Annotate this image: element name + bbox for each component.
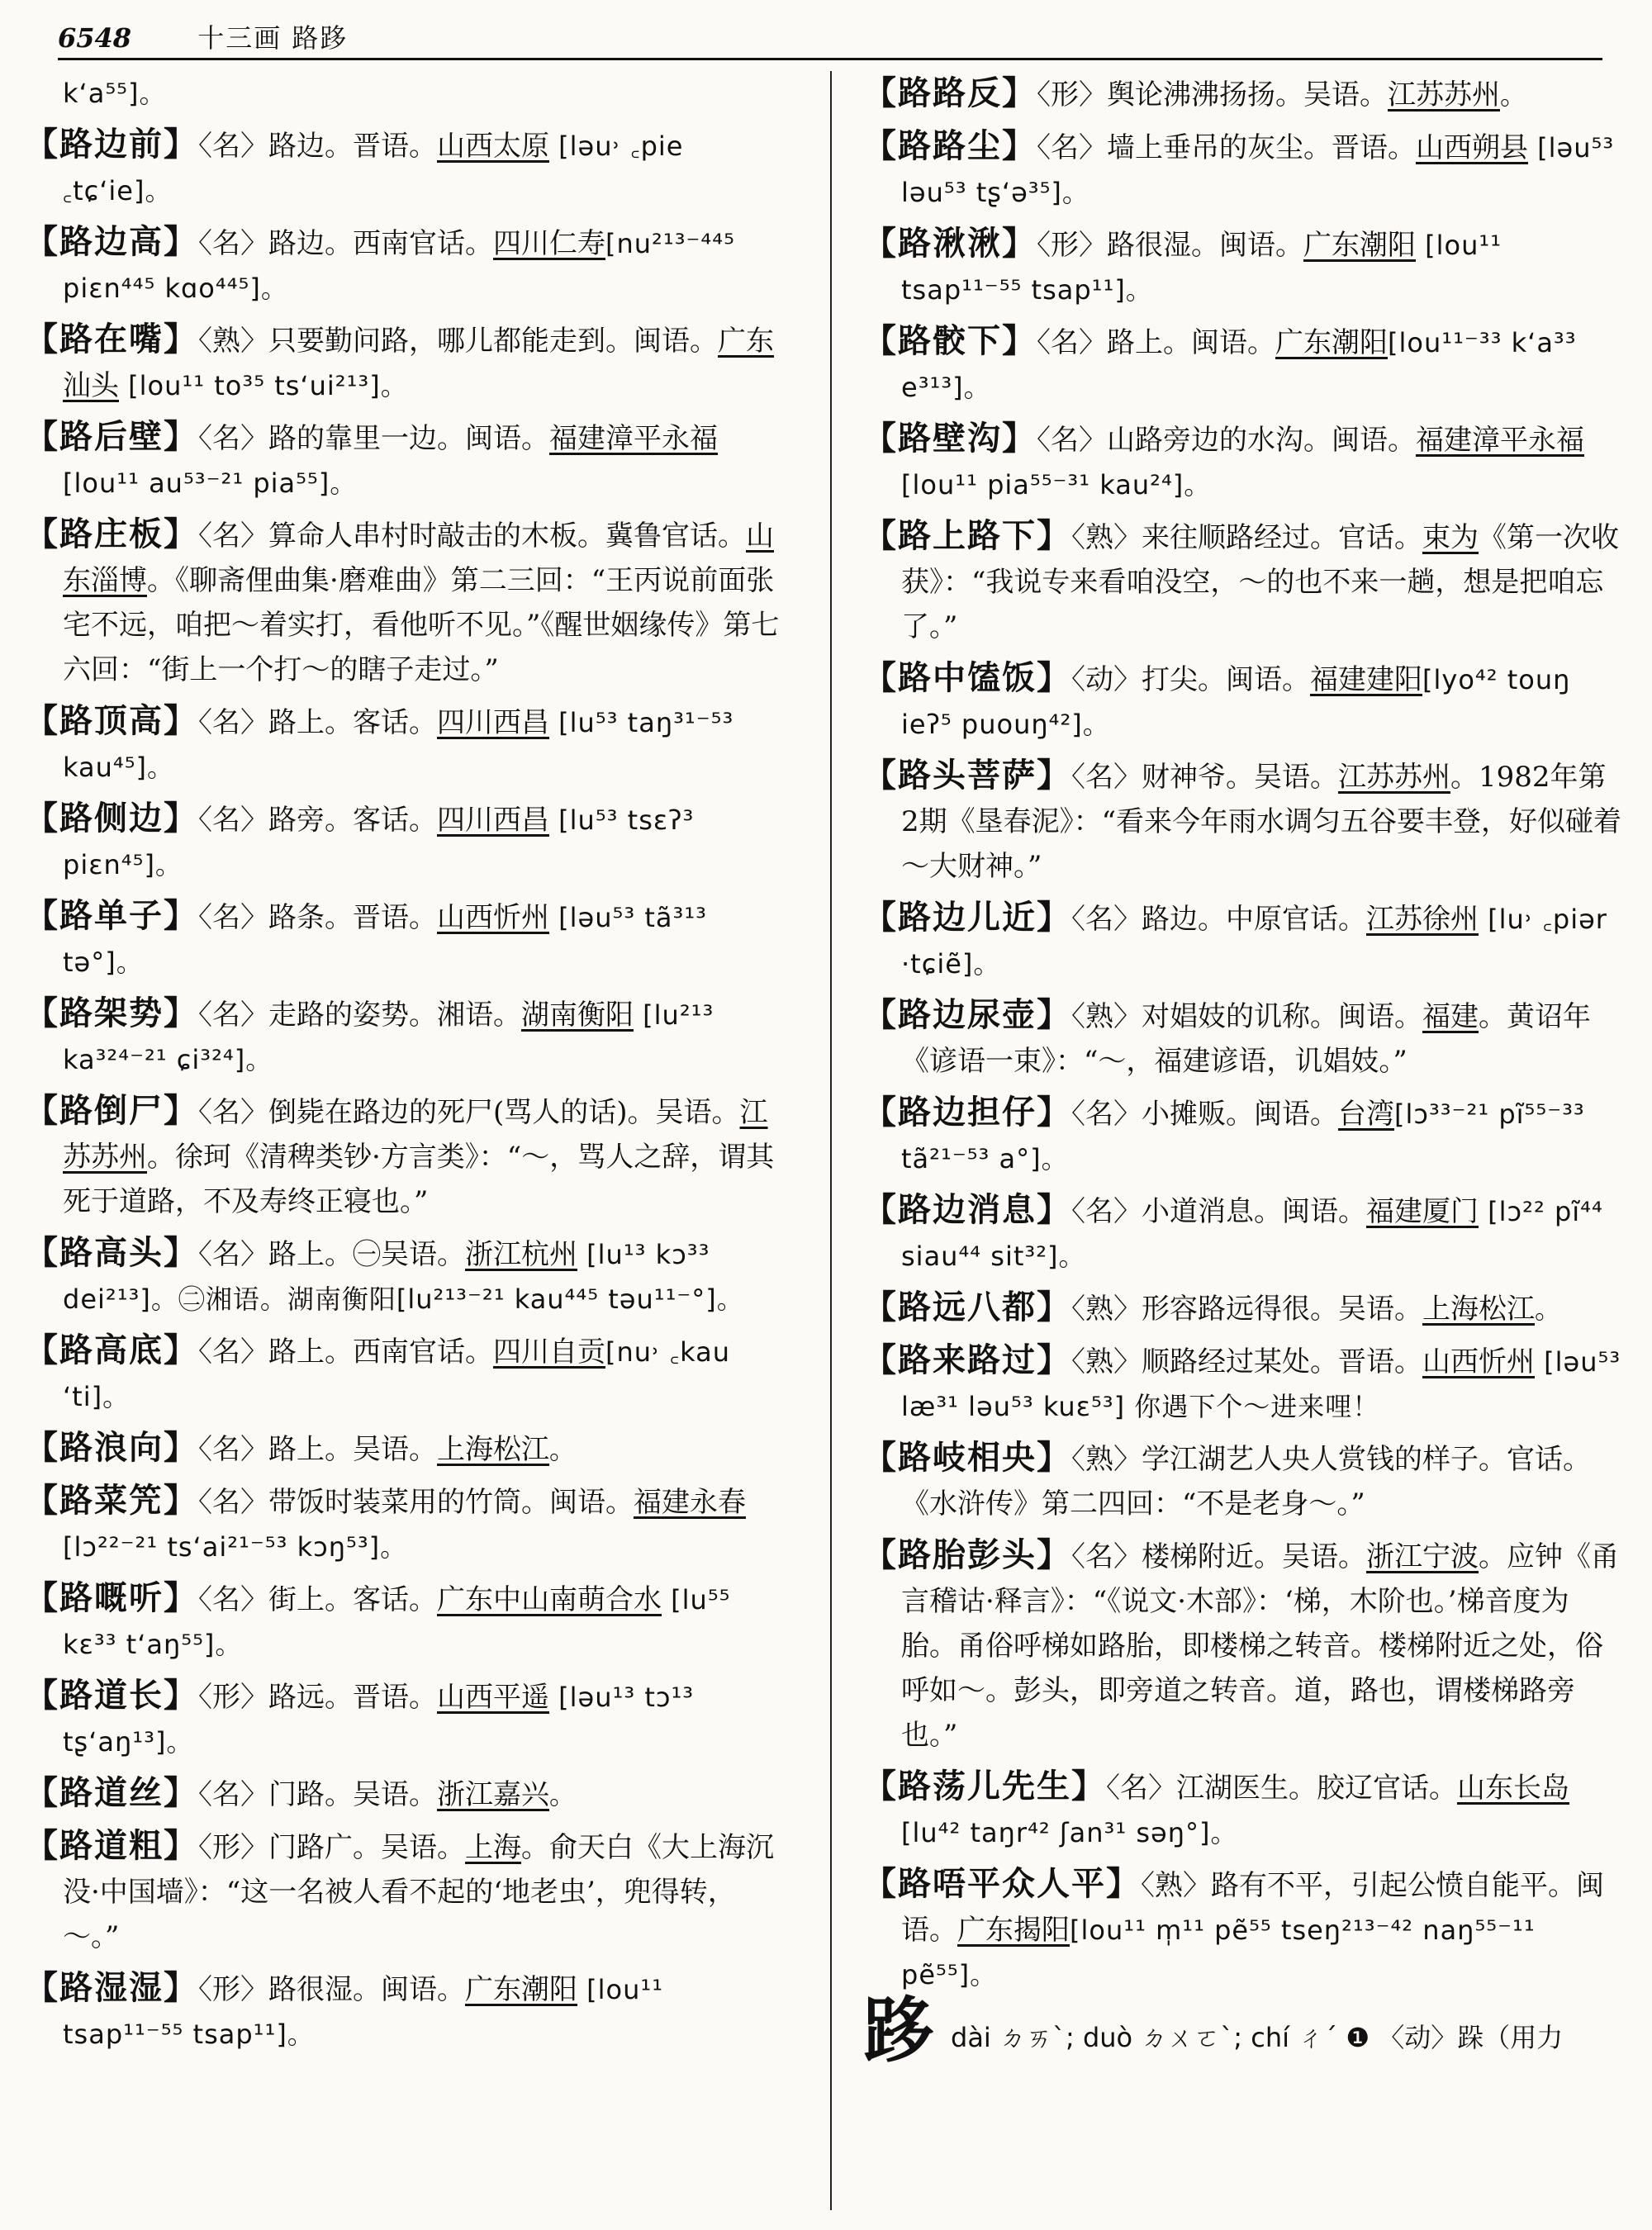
dictionary-entry (863, 1533, 1623, 1758)
dictionary-entry (25, 122, 785, 213)
entry-phonetic: [lyo⁴² touŋ ieʔ⁵ puouŋ⁴²]。 (901, 664, 1571, 740)
entry-definition: 〈名〉楼梯附近。吴语。 (1071, 1540, 1366, 1573)
entry-definition: 〈动〉打尖。闽语。 (1071, 663, 1310, 696)
entry-source: 江苏苏州 (1338, 761, 1450, 794)
entry-phonetic: [ləu¹³ tɔ¹³ tʂ‘aŋ¹³]。 (63, 1682, 695, 1758)
right-column (863, 71, 1623, 2210)
dictionary-entry (25, 1426, 785, 1472)
entry-phonetic: [lu⁵³ taŋ³¹⁻⁵³ kau⁴⁵]。 (63, 707, 734, 783)
entry-source: 浙江宁波 (1366, 1540, 1479, 1573)
entry-example: 。徐珂《清稗类钞·方言类》：“～，骂人之辞，谓其死于道路，不及寿终正寝也。” (63, 1141, 775, 1218)
entry-headword: 【路湫湫】 (863, 224, 1037, 263)
entry-definition: 〈名〉街上。客话。 (198, 1583, 437, 1616)
entry-source: 山东长岛 (1457, 1772, 1569, 1805)
entry-headword: 【路路尘】 (863, 126, 1037, 165)
entry-source: 福建建阳 (1310, 663, 1422, 696)
entry-source: 四川西昌 (437, 706, 549, 739)
entry-headword: 【路侧边】 (25, 799, 198, 837)
entry-example: 《第一次收获》：“我说专来看咱没空，～的也不来一趟，想是把咱忘了。” (901, 521, 1619, 643)
entry-source: 福建 (1422, 1000, 1479, 1033)
dictionary-entry (25, 699, 785, 790)
entry-headword: 【路道粗】 (25, 1826, 198, 1865)
entry-headword: 【路高头】 (25, 1233, 198, 1272)
entry-source: 山东淄博 (63, 520, 774, 597)
entry-definition: 〈熟〉来往顺路经过。官话。 (1071, 521, 1422, 554)
entry-headword: 【路唔平众人平】 (863, 1864, 1141, 1903)
phonetic: k‘a⁵⁵]。 (63, 78, 167, 109)
entry-definition: 〈名〉墙上垂吊的灰尘。晋语。 (1037, 131, 1416, 164)
entry-phonetic: [lɔ³³⁻²¹ pĩ⁵⁵⁻³³ tã²¹⁻⁵³ a°]。 (901, 1098, 1585, 1174)
entry-example: 。应钟《甬言稽诂·释言》：“《说文·木部》：‘梯，木阶也。’梯音度为胎。甬俗呼梯如路胎，即楼梯之转音。楼梯附近之处，俗呼如～。彭头，即旁道之转音。道，路也，谓楼梯路旁也。” (901, 1540, 1619, 1752)
entry-headword: 【路庄板】 (25, 515, 198, 553)
entry-definition: 〈名〉路上。西南官话。 (198, 1336, 493, 1369)
dictionary-entry (863, 319, 1623, 410)
entry-phonetic: [lou¹¹⁻³³ k‘a³³ e³¹³]。 (901, 327, 1577, 403)
entry-source: 上海松江 (437, 1433, 549, 1466)
entry-definition: 〈名〉路的靠里一边。闽语。 (198, 422, 549, 455)
entry-definition: 〈形〉舆论沸沸扬扬。吴语。 (1037, 78, 1388, 112)
character-entry (863, 1989, 1623, 2072)
entry-source: 四川西昌 (437, 804, 549, 837)
entry-source: 江苏苏州 (63, 1096, 768, 1174)
entry-phonetic: 。 (1535, 1293, 1563, 1325)
entry-phonetic: [nu²¹³⁻⁴⁴⁵ piɛn⁴⁴⁵ kɑo⁴⁴⁵]。 (63, 228, 735, 304)
entry-headword: 【路湿湿】 (25, 1968, 198, 2007)
entry-phonetic: [ləu⁵³ ləu⁵³ tʂ‘ə³⁵]。 (901, 132, 1615, 208)
entry-source: 浙江嘉兴 (437, 1778, 549, 1811)
dictionary-entry (863, 1338, 1623, 1429)
dictionary-entry (25, 991, 785, 1082)
dictionary-entry (25, 512, 785, 692)
entry-headword: 【路顶高】 (25, 701, 198, 740)
entry-source: 福建永春 (634, 1486, 746, 1519)
entry-source: 湖南衡阳 (521, 999, 634, 1032)
dictionary-entry (25, 1089, 785, 1224)
dictionary-entry (863, 993, 1623, 1084)
entry-source: 山西朔县 (1416, 131, 1528, 164)
entry-headword: 【路路反】 (863, 74, 1037, 112)
entry-source: 广东潮阳 (1275, 326, 1388, 359)
entry-headword: 【路头菩萨】 (863, 756, 1071, 795)
dictionary-entry (863, 221, 1623, 312)
entry-phonetic: [ləu˒ ꜀pie ꜀tɕ‘ie]。 (63, 130, 684, 206)
entry-headword: 【路边儿近】 (863, 898, 1071, 937)
entry-phonetic: [lou¹¹ pia⁵⁵⁻³¹ kau²⁴]。 (901, 469, 1212, 501)
entry-definition: 〈熟〉顺路经过某处。晋语。 (1071, 1345, 1422, 1378)
entry-definition: 〈形〉路很湿。闽语。 (1037, 229, 1303, 262)
entry-phonetic: [ləu⁵³ læ³¹ ləu⁵³ kuɛ⁵³] 你遇下个～进来哩！ (901, 1346, 1621, 1422)
dictionary-entry (863, 1285, 1623, 1331)
dictionary-entry (25, 796, 785, 887)
entry-phonetic: [lu⁴² taŋr⁴² ʃan³¹ səŋ°]。 (901, 1817, 1238, 1848)
entry-source: 台湾 (1338, 1098, 1394, 1131)
entry-source: 上海 (465, 1831, 521, 1864)
entry-headword: 【路中馌饭】 (863, 658, 1071, 697)
entry-phonetic: [lu²¹³ ka³²⁴⁻²¹ ɕi³²⁴]。 (63, 999, 714, 1075)
entry-definition: 〈熟〉形容路远得很。吴语。 (1071, 1293, 1422, 1326)
dictionary-entry (25, 1576, 785, 1667)
entry-definition: 〈形〉路很湿。闽语。 (198, 1973, 465, 2006)
dictionary-entry (25, 1231, 785, 1321)
entry-phonetic: [lu⁵⁵ kɛ³³ t‘aŋ⁵⁵]。 (63, 1584, 731, 1660)
entry-definition: 〈名〉带饭时装菜用的竹筒。闽语。 (198, 1486, 634, 1519)
dictionary-entry (25, 1966, 785, 2057)
entry-definition: 〈名〉走路的姿势。湘语。 (198, 999, 521, 1032)
dictionary-entry (863, 416, 1623, 507)
dictionary-entry (863, 1188, 1623, 1279)
entry-headword: 【路上路下】 (863, 516, 1071, 555)
entry-definition: 〈名〉路边。西南官话。 (198, 227, 493, 260)
entry-headword: 【路浪向】 (25, 1428, 198, 1467)
entry-definition: 〈熟〉学江湖艺人央人赏钱的样子。官话。 (1071, 1443, 1591, 1476)
entry-example: 。黄诏年《谚语一束》：“～，福建谚语，讥娼妓。” (901, 1000, 1591, 1078)
entry-headword: 【路远八都】 (863, 1288, 1071, 1326)
entry-definition: 〈名〉算命人串村时敲击的木板。冀鲁官话。 (198, 520, 746, 553)
entry-headword: 【路菜笐】 (25, 1481, 198, 1520)
entry-headword: 【路道长】 (25, 1676, 198, 1715)
dictionary-entry (25, 317, 785, 408)
entry-phonetic: [nu˒ ꜀kau ‘ti]。 (63, 1336, 730, 1412)
entry-definition: 〈名〉路条。晋语。 (198, 901, 437, 934)
entry-headword: 【路后壁】 (25, 417, 198, 456)
entry-source: 广东揭阳 (957, 1914, 1070, 1947)
dictionary-entry (863, 124, 1623, 215)
entry-definition: 〈名〉小道消息。闽语。 (1071, 1195, 1366, 1228)
entry-headword: 【路来路过】 (863, 1340, 1071, 1379)
entry-definition: 〈名〉路上。客话。 (198, 706, 437, 739)
entry-source: 广东中山南萌合水 (437, 1583, 662, 1616)
page-header (58, 18, 1602, 60)
entry-source: 广东汕头 (63, 325, 774, 402)
entry-phonetic: [lɔ²² pĩ⁴⁴ siau⁴⁴ sit³²]。 (901, 1196, 1603, 1272)
entry-headword: 【路在嘴】 (25, 320, 198, 358)
entry-example: 。1982年第2期《垦春泥》：“看来今年雨水调匀五谷要丰登，好似碰着～大财神。” (901, 761, 1622, 883)
entry-definition: 〈名〉路边。中原官话。 (1071, 903, 1366, 936)
entry-source: 束为 (1422, 521, 1479, 554)
entry-phonetic: 。 (1500, 79, 1528, 111)
entry-definition: 〈形〉门路广。吴语。 (198, 1831, 465, 1864)
entry-pronunciation: dài ㄉㄞˋ; duò ㄉㄨㄛˋ; chí ㄔˊ ❶ 〈动〉跺（用力 (951, 2022, 1564, 2053)
entry-definition: 〈名〉路上。吴语。 (198, 1433, 437, 1466)
entry-headword: 【路边尿壶】 (863, 995, 1071, 1034)
dictionary-entry (25, 1771, 785, 1817)
entry-phonetic: [lou¹¹ to³⁵ ts‘ui²¹³]。 (119, 370, 408, 401)
dictionary-entry (863, 1764, 1623, 1855)
entry-source: 广东潮阳 (465, 1973, 577, 2006)
entry-headword: 【路嘅听】 (25, 1578, 198, 1617)
entry-headword: 【路架势】 (25, 994, 198, 1032)
entry-source: 山西忻州 (1422, 1345, 1535, 1378)
dictionary-entry (25, 1824, 785, 1959)
entry-source: 山西太原 (437, 130, 549, 163)
entry-phonetic: [lou¹¹ tsap¹¹⁻⁵⁵ tsap¹¹]。 (901, 230, 1502, 306)
dictionary-entry (25, 1478, 785, 1569)
entry-source: 四川仁寿 (493, 227, 605, 260)
entry-phonetic: [lou¹¹ m̩¹¹ pẽ⁵⁵ tseŋ²¹³⁻⁴² naŋ⁵⁵⁻¹¹ pẽ⁵⁵]。 (901, 1914, 1536, 1990)
entry-headword: 【路胎彭头】 (863, 1535, 1071, 1574)
entry-source: 江苏苏州 (1388, 78, 1500, 112)
dictionary-entry (25, 894, 785, 985)
entry-character: 跢 (863, 1989, 934, 2072)
entry-phonetic: [lou¹¹ au⁵³⁻²¹ pia⁵⁵]。 (63, 467, 358, 499)
entry-definition: 〈熟〉只要勤问路，哪儿都能走到。闽语。 (198, 325, 718, 358)
dictionary-entry (863, 1435, 1623, 1526)
entry-phonetic: [lou¹¹ tsap¹¹⁻⁵⁵ tsap¹¹]。 (63, 1974, 664, 2050)
dictionary-entry (863, 895, 1623, 986)
entry-phonetic: 。 (549, 1779, 577, 1810)
entry-definition: 〈形〉路远。晋语。 (198, 1681, 437, 1714)
entry-source: 四川自贡 (493, 1336, 605, 1369)
entry-headword: 【路高底】 (25, 1331, 198, 1369)
entry-phonetic: [ləu⁵³ tã³¹³ tə°]。 (63, 902, 707, 978)
entry-source: 山西平遥 (437, 1681, 549, 1714)
dictionary-entry (25, 1328, 785, 1419)
entry-definition: 〈名〉路旁。客话。 (198, 804, 437, 837)
entry-phonetic: 。 (549, 1434, 577, 1465)
entry-headword: 【路倒尸】 (25, 1091, 198, 1130)
entry-definition: 〈名〉路上。闽语。 (1037, 326, 1275, 359)
entry-phonetic: [lu˒ ꜀piər ·tɕiẽ]。 (901, 904, 1607, 980)
entry-source: 福建漳平永福 (549, 422, 718, 455)
entry-example: 。《聊斋俚曲集·磨难曲》第二三回：“王丙说前面张宅不远，咱把～着实打，看他听不见。”《醒世姻缘传》第七六回：“街上一个打～的瞎子走过。” (63, 564, 780, 686)
dictionary-entry (863, 1090, 1623, 1181)
entry-headword: 【路边高】 (25, 222, 198, 261)
entry-source: 江苏徐州 (1366, 903, 1479, 936)
entry-headword: 【路道丝】 (25, 1773, 198, 1812)
entry-source: 上海松江 (1422, 1293, 1535, 1326)
entry-definition: 〈名〉山路旁边的水沟。闽语。 (1037, 424, 1416, 457)
entry-example: 。俞天白《大上海沉没·中国墙》：“这一名被人看不起的‘地老虫’，兜得转，～。” (63, 1831, 774, 1953)
entry-definition: 〈名〉倒毙在路边的死尸(骂人的话)。吴语。 (198, 1096, 740, 1129)
entry-definition: 〈名〉门路。吴语。 (198, 1778, 437, 1811)
entry-headword: 【路边消息】 (863, 1190, 1071, 1229)
entry-headword: 【路边前】 (25, 125, 198, 164)
entry-continuation (25, 71, 785, 116)
page-number: 6548 (58, 22, 132, 54)
dictionary-entry (863, 1862, 1623, 1997)
entry-source: 福建漳平永福 (1416, 424, 1584, 457)
entry-headword: 【路荡儿先生】 (863, 1767, 1106, 1805)
entry-example: 《水浒传》第二四回：“不是老身～。” (901, 1487, 1365, 1521)
entry-source: 福建厦门 (1366, 1195, 1479, 1228)
entry-definition: 〈名〉财神爷。吴语。 (1071, 761, 1338, 794)
entry-headword: 【路单子】 (25, 896, 198, 935)
entry-definition: 〈名〉路上。㊀吴语。 (198, 1238, 465, 1271)
entry-phonetic: [lɔ²²⁻²¹ ts‘ai²¹⁻⁵³ kɔŋ⁵³]。 (63, 1531, 408, 1563)
entry-phonetic: [lu⁵³ tsɛʔ³ piɛn⁴⁵]。 (63, 804, 695, 880)
column-divider (830, 71, 832, 2210)
entry-source: 山西忻州 (437, 901, 549, 934)
left-column (25, 71, 785, 2210)
dictionary-entry (863, 71, 1623, 117)
entry-headword: 【路壁沟】 (863, 419, 1037, 458)
entry-definition: 〈名〉小摊贩。闽语。 (1071, 1098, 1338, 1131)
entry-definition: 〈熟〉路有不平，引起公愤自能平。闽语。 (901, 1869, 1604, 1947)
section-label: 十三画 路跢 (197, 22, 349, 54)
dictionary-entry (863, 753, 1623, 889)
entry-definition: 〈熟〉对娼妓的讥称。闽语。 (1071, 1000, 1422, 1033)
dictionary-entry (25, 1673, 785, 1764)
entry-definition: 〈名〉路边。晋语。 (198, 130, 437, 163)
dictionary-entry (863, 656, 1623, 747)
entry-headword: 【路边担仔】 (863, 1093, 1071, 1132)
dictionary-entry (25, 220, 785, 311)
dictionary-entry (25, 415, 785, 505)
dictionary-entry (863, 514, 1623, 649)
entry-source: 浙江杭州 (465, 1238, 577, 1271)
entry-definition: 〈名〉江湖医生。胶辽官话。 (1106, 1772, 1457, 1805)
entry-phonetic: [lu¹³ kɔ³³ dei²¹³]。㊁湘语。湖南衡阳[lu²¹³⁻²¹ kau⁴⁴⁵ təu¹¹⁻°]。 (63, 1239, 744, 1315)
entry-headword: 【路岐相央】 (863, 1438, 1071, 1477)
entry-source: 广东潮阳 (1303, 229, 1416, 262)
entry-headword: 【路骹下】 (863, 321, 1037, 360)
